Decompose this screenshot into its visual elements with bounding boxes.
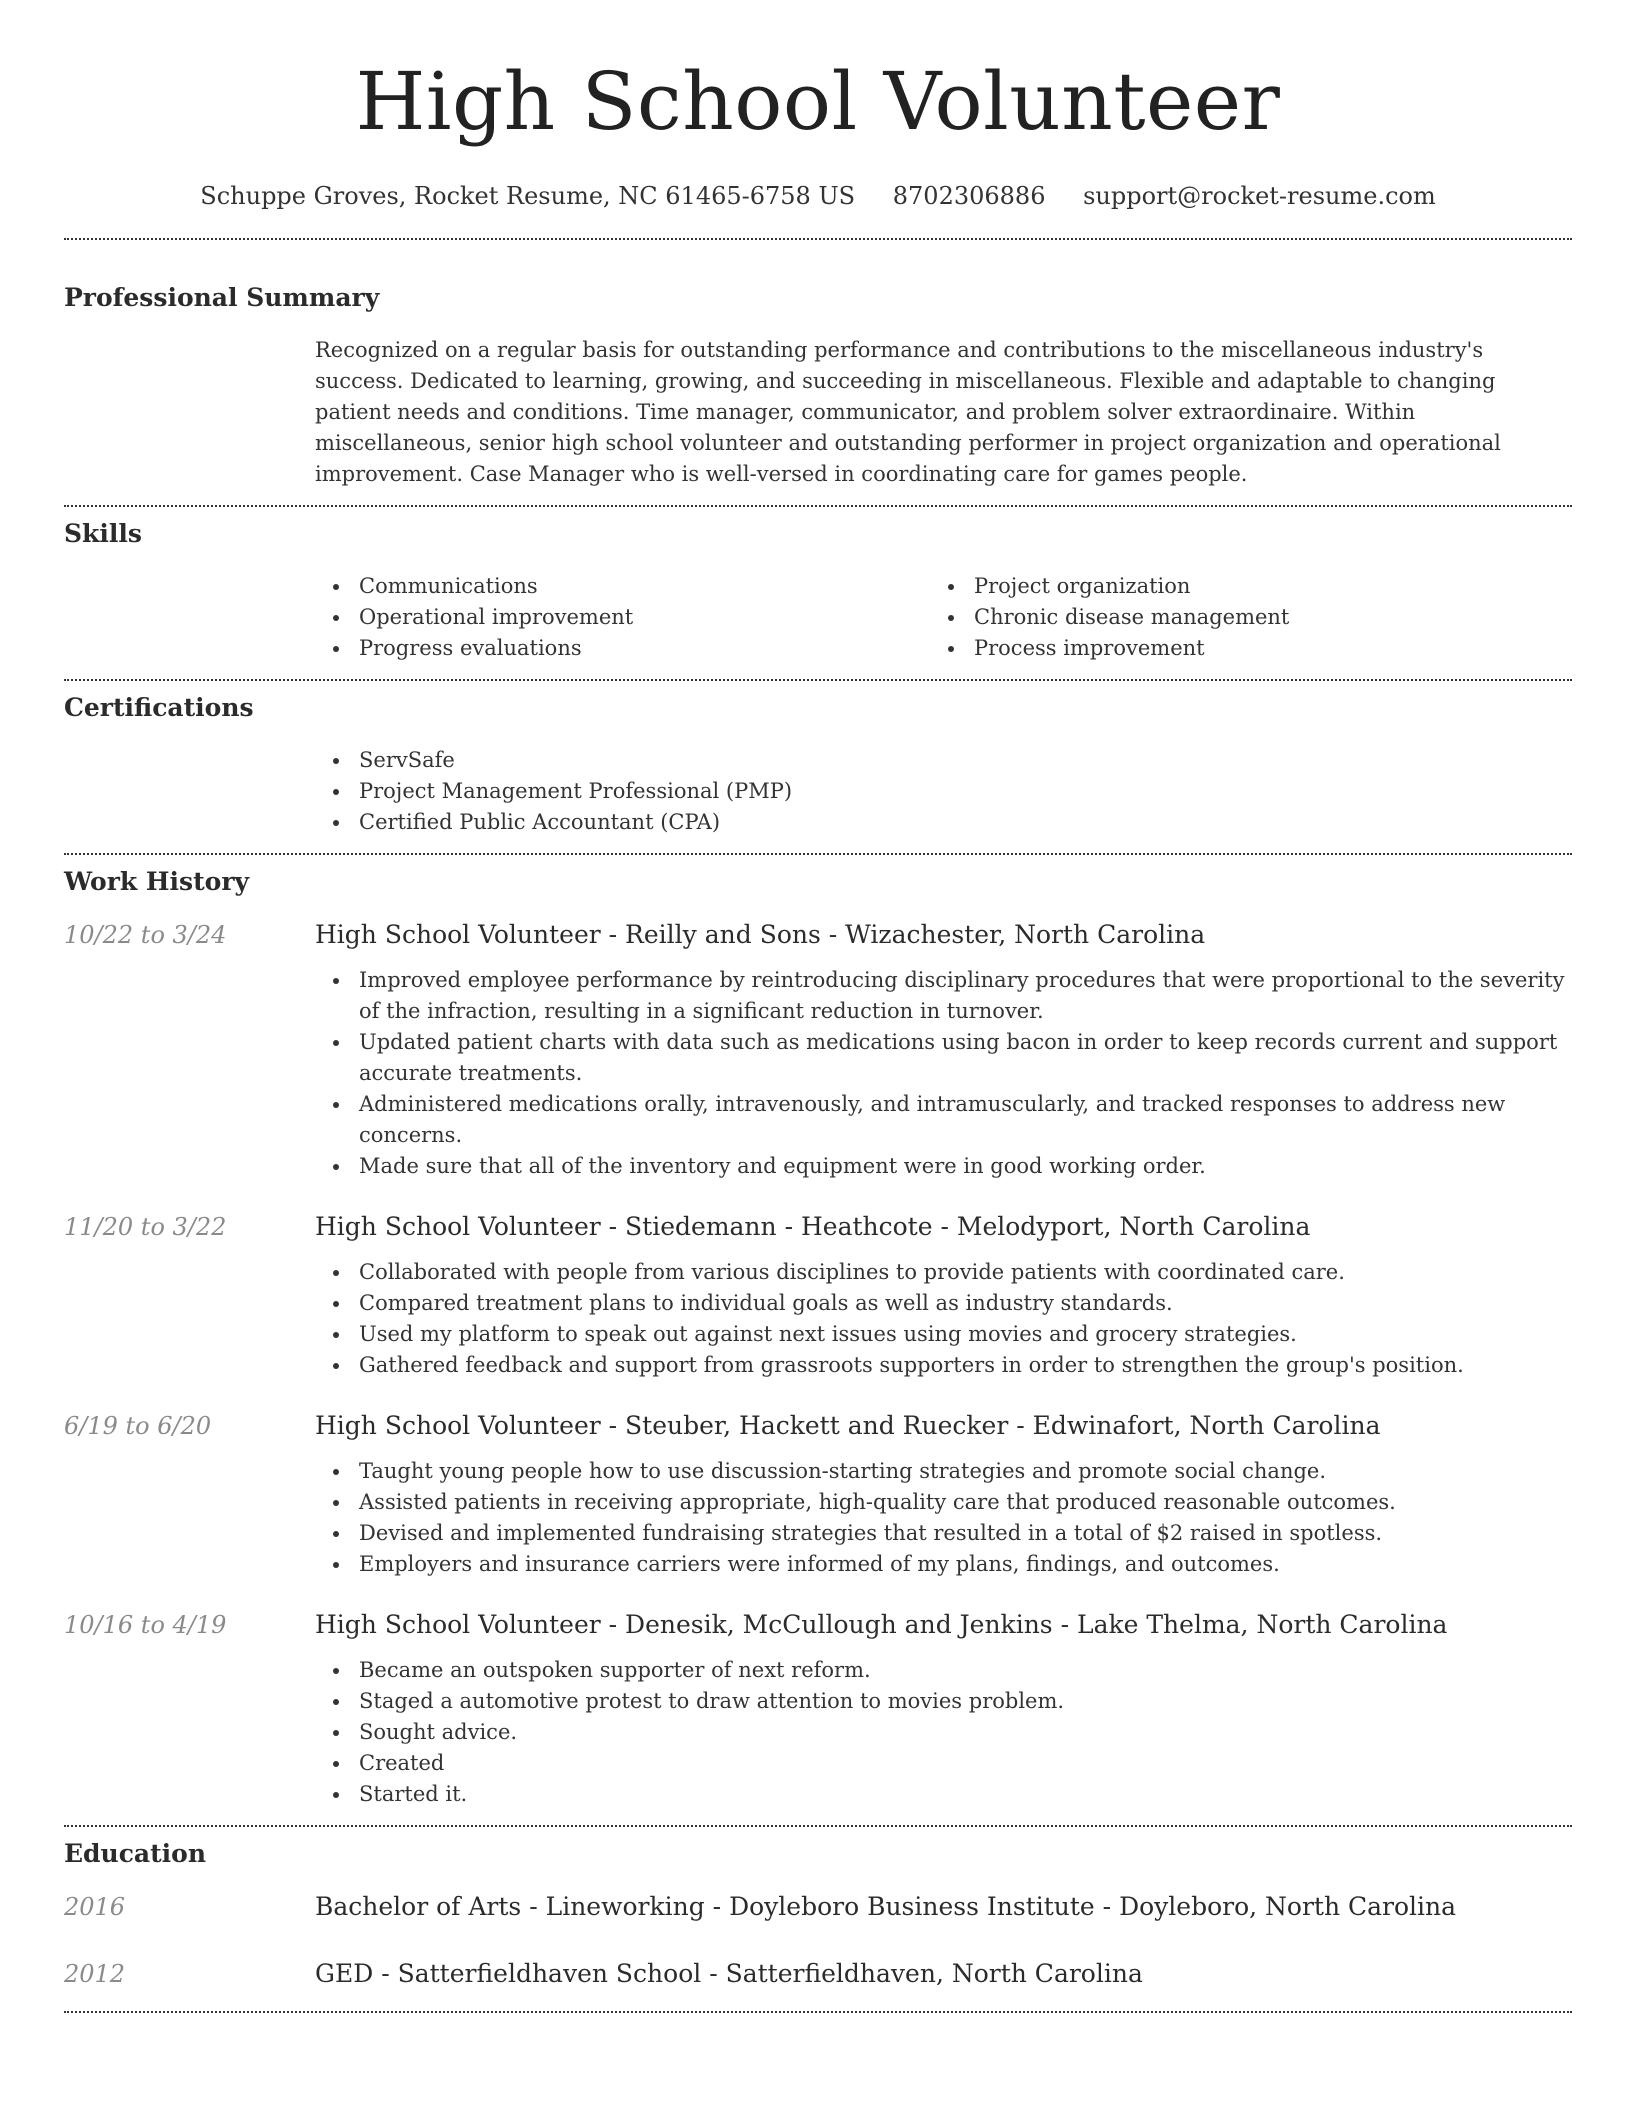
job-bullet: Updated patient charts with data such as medications using bacon in order to keep records current and support accurate treatments. <box>315 1027 1572 1089</box>
divider <box>64 1825 1572 1827</box>
resume-page <box>64 0 1572 2013</box>
job-header <box>64 1409 1572 1443</box>
education-section <box>64 1838 1572 1991</box>
work-history-heading: Work History <box>64 867 250 896</box>
job-bullet: Staged a automotive protest to draw attention to movies problem. <box>315 1686 1572 1717</box>
contact-address: Schuppe Groves, Rocket Resume, NC 61465-6758 US <box>200 182 856 210</box>
work-history-section <box>64 866 1572 1810</box>
job-bullet: Employers and insurance carriers were informed of my plans, findings, and outcomes. <box>315 1549 1572 1580</box>
job-header <box>64 918 1572 952</box>
job-entry <box>64 1210 1572 1381</box>
summary-text: Recognized on a regular basis for outstanding performance and contributions to the miscellaneous industry's success. Dedicated to learning, growing, and succeeding in miscellaneous. Flexible and adaptable to changing patient needs and conditions. Time manager, communicator, and problem solver extraordinaire. Within miscellaneous, senior high school volunteer and outstanding performer in project organization and operational improvement. Case Manager who is well-versed in coordinating care for games people. <box>315 338 1501 486</box>
contact-line <box>64 180 1572 212</box>
skill-item: Operational improvement <box>315 602 930 633</box>
summary-heading: Professional Summary <box>64 283 380 312</box>
job-title: High School Volunteer - Steuber, Hackett and Ruecker - Edwinafort, North Carolina <box>315 1411 1381 1440</box>
job-bullet: Started it. <box>315 1779 1572 1810</box>
skill-item: Progress evaluations <box>315 633 930 664</box>
skill-item: Chronic disease management <box>930 602 1545 633</box>
job-date: 10/22 to 3/24 <box>64 921 227 949</box>
job-header <box>64 1210 1572 1244</box>
job-bullet: Devised and implemented fundraising strategies that resulted in a total of $2 raised in spotless. <box>315 1518 1572 1549</box>
job-bullets <box>315 1257 1572 1381</box>
job-date: 11/20 to 3/22 <box>64 1213 227 1241</box>
resume-name: High School Volunteer <box>355 55 1281 148</box>
job-bullet: Created <box>315 1748 1572 1779</box>
job-bullet: Gathered feedback and support from grassroots supporters in order to strengthen the group's position. <box>315 1350 1572 1381</box>
contact-phone: 8702306886 <box>892 182 1046 210</box>
skill-item: Process improvement <box>930 633 1545 664</box>
skills-heading: Skills <box>64 519 142 548</box>
certification-item: Certified Public Accountant (CPA) <box>315 807 1572 838</box>
education-heading: Education <box>64 1839 207 1868</box>
job-bullet: Became an outspoken supporter of next reform. <box>315 1655 1572 1686</box>
education-title: Bachelor of Arts - Lineworking - Doyleboro Business Institute - Doyleboro, North Carolina <box>315 1892 1457 1921</box>
certification-item: ServSafe <box>315 745 1572 776</box>
job-bullet: Used my platform to speak out against next issues using movies and grocery strategies. <box>315 1319 1572 1350</box>
certifications-heading: Certifications <box>64 693 254 722</box>
skills-grid <box>315 571 1572 664</box>
divider <box>64 238 1572 240</box>
certifications-section <box>64 692 1572 838</box>
divider <box>64 853 1572 855</box>
certifications-list <box>315 745 1572 838</box>
job-bullets <box>315 1456 1572 1580</box>
education-title: GED - Satterfieldhaven School - Satterfieldhaven, North Carolina <box>315 1959 1143 1988</box>
divider <box>64 505 1572 507</box>
education-date: 2016 <box>64 1893 126 1921</box>
education-entry <box>64 1957 1572 1991</box>
job-date: 6/19 to 6/20 <box>64 1412 212 1440</box>
skills-list-left <box>315 571 930 664</box>
job-entry <box>64 1409 1572 1580</box>
summary-section <box>64 282 1572 490</box>
divider <box>64 2011 1572 2013</box>
job-bullet: Administered medications orally, intravenously, and intramuscularly, and tracked responses to address new concerns. <box>315 1089 1572 1151</box>
education-date: 2012 <box>64 1960 126 1988</box>
job-bullet: Improved employee performance by reintroducing disciplinary procedures that were proportional to the severity of the infraction, resulting in a significant reduction in turnover. <box>315 965 1572 1027</box>
skill-item: Project organization <box>930 571 1545 602</box>
job-bullets <box>315 1655 1572 1810</box>
job-entry <box>64 918 1572 1182</box>
contact-email: support@rocket-resume.com <box>1083 182 1436 210</box>
job-bullet: Compared treatment plans to individual goals as well as industry standards. <box>315 1288 1572 1319</box>
divider <box>64 679 1572 681</box>
certification-item: Project Management Professional (PMP) <box>315 776 1572 807</box>
job-title: High School Volunteer - Stiedemann - Heathcote - Melodyport, North Carolina <box>315 1212 1311 1241</box>
job-bullet: Assisted patients in receiving appropriate, high-quality care that produced reasonable outcomes. <box>315 1487 1572 1518</box>
job-bullet: Collaborated with people from various disciplines to provide patients with coordinated care. <box>315 1257 1572 1288</box>
job-title: High School Volunteer - Denesik, McCullough and Jenkins - Lake Thelma, North Carolina <box>315 1610 1448 1639</box>
job-date: 10/16 to 4/19 <box>64 1611 227 1639</box>
job-bullet: Sought advice. <box>315 1717 1572 1748</box>
job-bullets <box>315 965 1572 1182</box>
skill-item: Communications <box>315 571 930 602</box>
skills-section <box>64 518 1572 664</box>
job-bullet: Made sure that all of the inventory and equipment were in good working order. <box>315 1151 1572 1182</box>
job-header <box>64 1608 1572 1642</box>
job-bullet: Taught young people how to use discussion-starting strategies and promote social change. <box>315 1456 1572 1487</box>
job-entry <box>64 1608 1572 1810</box>
skills-list-right <box>930 571 1545 664</box>
education-entry <box>64 1890 1572 1924</box>
job-title: High School Volunteer - Reilly and Sons - Wizachester, North Carolina <box>315 920 1206 949</box>
